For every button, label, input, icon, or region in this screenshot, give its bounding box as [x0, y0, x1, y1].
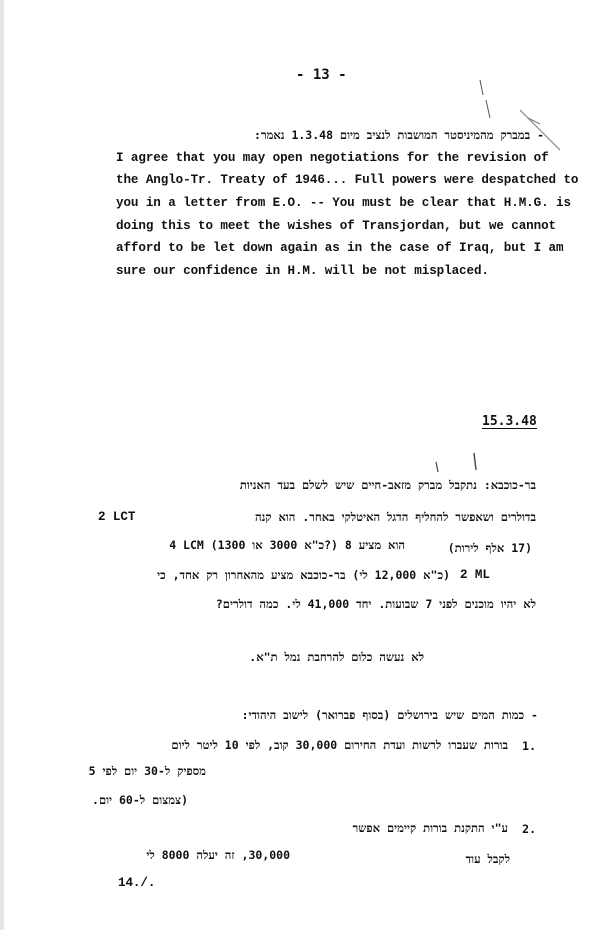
page-number: - 13 - — [296, 67, 347, 83]
para1-line2-item: 2 LCT — [98, 510, 136, 524]
para1-line3-text: (17 אלף לירות) — [447, 541, 532, 555]
quote-line-2: the Anglo-Tr. Treaty of 1946... Full powers were despatched to — [116, 173, 579, 187]
para1-line3-item: 4 LCM (כ"א 3000 או 1300?) הוא מציע 8 — [169, 538, 405, 552]
para1-line4-item: 2 ML — [460, 568, 490, 582]
water-item1-line2: מספיק ל-30 יום לפי 5 — [88, 764, 206, 778]
date-heading: 15.3.48 — [482, 414, 537, 429]
quote-line-4: doing this to meet the wishes of Transjordan, but we cannot — [116, 219, 556, 233]
water-heading: - כמות המים שיש בירושלים (בסוף פברואר) לישוב היהודי: — [241, 708, 538, 722]
para2: לא נעשה כלום להרחבת נמל ת"א. — [249, 650, 424, 664]
quote-line-1: I agree that you may open negotiations for the revision of — [116, 151, 549, 165]
water-item1-line1: בורות שעברו לרשות ועדת החירום 30,000 קוב, לפי 10 ליטר ליום — [171, 738, 508, 752]
quote-line-3: you in a letter from E.O. -- You must be clear that H.M.G. is — [116, 196, 571, 210]
quote-line-6: sure our confidence in H.M. will be not misplaced. — [116, 264, 489, 278]
para1-line4-text: (כ"א 12,000 לי) בר-כוכבא מציע מהאחרון רק אחד, כי — [157, 568, 450, 582]
water-item1-number: 1. — [522, 739, 536, 753]
quote-intro: - במברק מהמיניסטר המושבות לנציב מיום 1.3.48 נאמר: — [254, 128, 544, 142]
water-item2-line2-value: 30,000, זה יעלה 8000 לי — [146, 848, 290, 862]
water-item1-line3: (צמצום ל-60 יום. — [92, 793, 188, 807]
footer-page-ref: 14./. — [118, 876, 156, 890]
para1-line5: לא יהיו מוכנים לפני 7 שבועות. יחד 41,000 לי. כמה דולרים? — [215, 597, 536, 611]
quote-line-5: afford to be let down again as in the case of Iraq, but I am — [116, 241, 564, 255]
water-item2-line1: ע"י התקנת בורות קיימים אפשר — [352, 821, 508, 835]
para1-line1: בר-כוכבא: נתקבל מברק מזאב-חיים שיש לשלם בעד האניות — [239, 478, 536, 492]
water-item2-number: 2. — [522, 822, 536, 836]
para1-line2-text: בדולרים ושאפשר להחליף הדגל האיטלקי באחר. הוא קנה — [255, 510, 536, 524]
water-item2-line2-text: לקבל עוד — [465, 852, 510, 866]
